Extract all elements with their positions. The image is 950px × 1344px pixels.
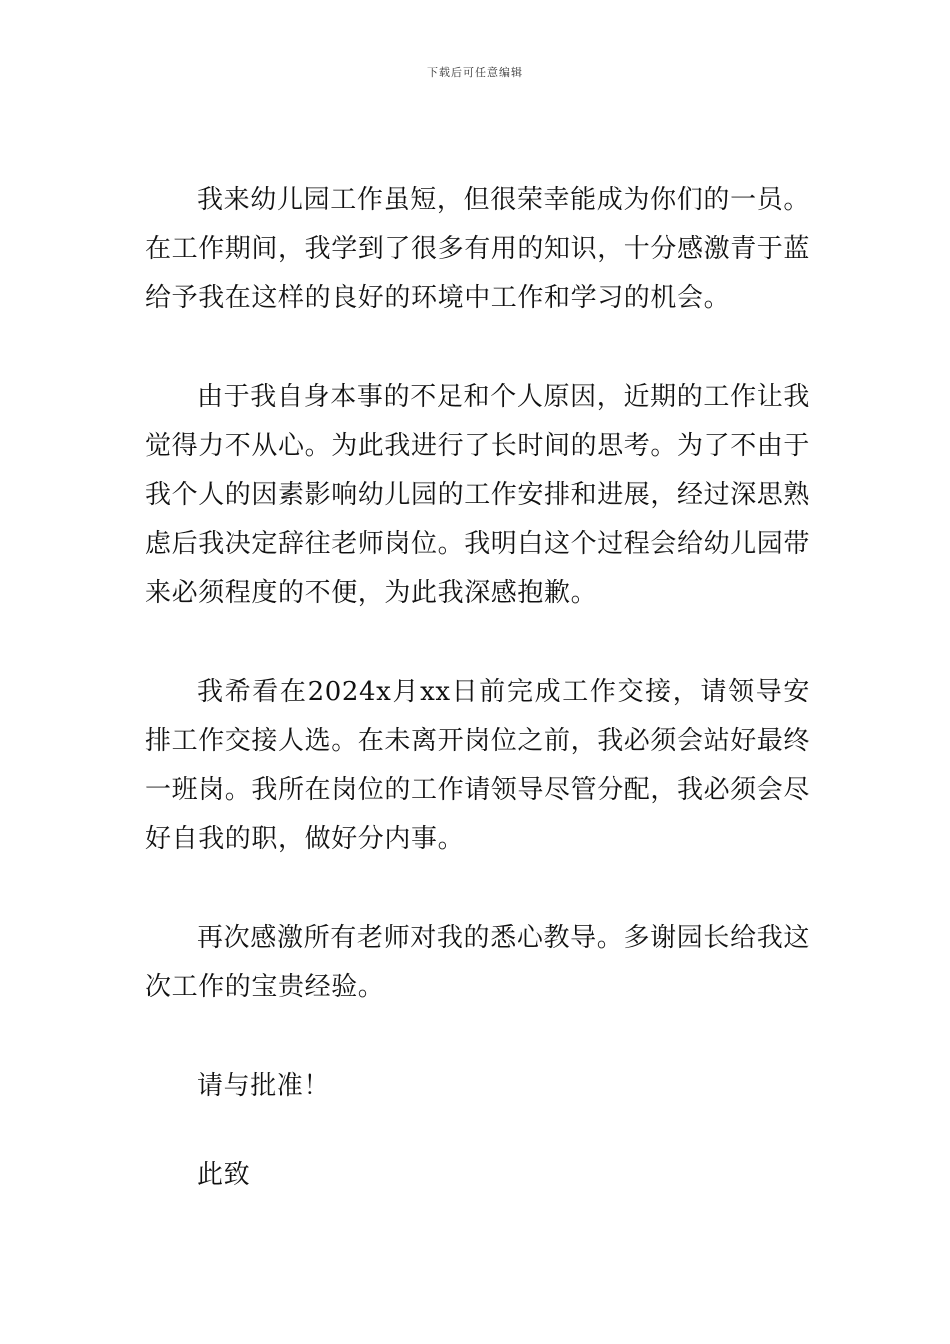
closing-line: 此致 (197, 1160, 251, 1190)
page-header-note: 下载后可任意编辑 (427, 66, 523, 79)
letter-body (145, 176, 810, 1240)
request-line: 请与批准！ (197, 1071, 331, 1101)
paragraph-handover: 我希看在2024x月xx日前完成工作交接，请领导安排工作交接人选。在未离开岗位之前，我必须会站好最终一班岗。我所在岗位的工作请领导尽管分配，我必须会尽好自我的职，做好分内事。 (145, 677, 811, 854)
paragraph-thanks: 再次感激所有老师对我的悉心教导。多谢园长给我这次工作的宝贵经验。 (145, 923, 810, 1002)
paragraph-gratitude: 我来幼儿园工作虽短，但很荣幸能成为你们的一员。在工作期间，我学到了很多有用的知识，十分感激青于蓝给予我在这样的良好的环境中工作和学习的机会。 (145, 185, 811, 313)
paragraph-reason: 由于我自身本事的不足和个人原因，近期的工作让我觉得力不从心。为此我进行了长时间的思考。为了不由于我个人的因素影响幼儿园的工作安排和进展，经过深思熟虑后我决定辞往老师岗位。我明白这个过程会给幼儿园带来必须程度的不便，为此我深感抱歉。 (145, 382, 811, 608)
